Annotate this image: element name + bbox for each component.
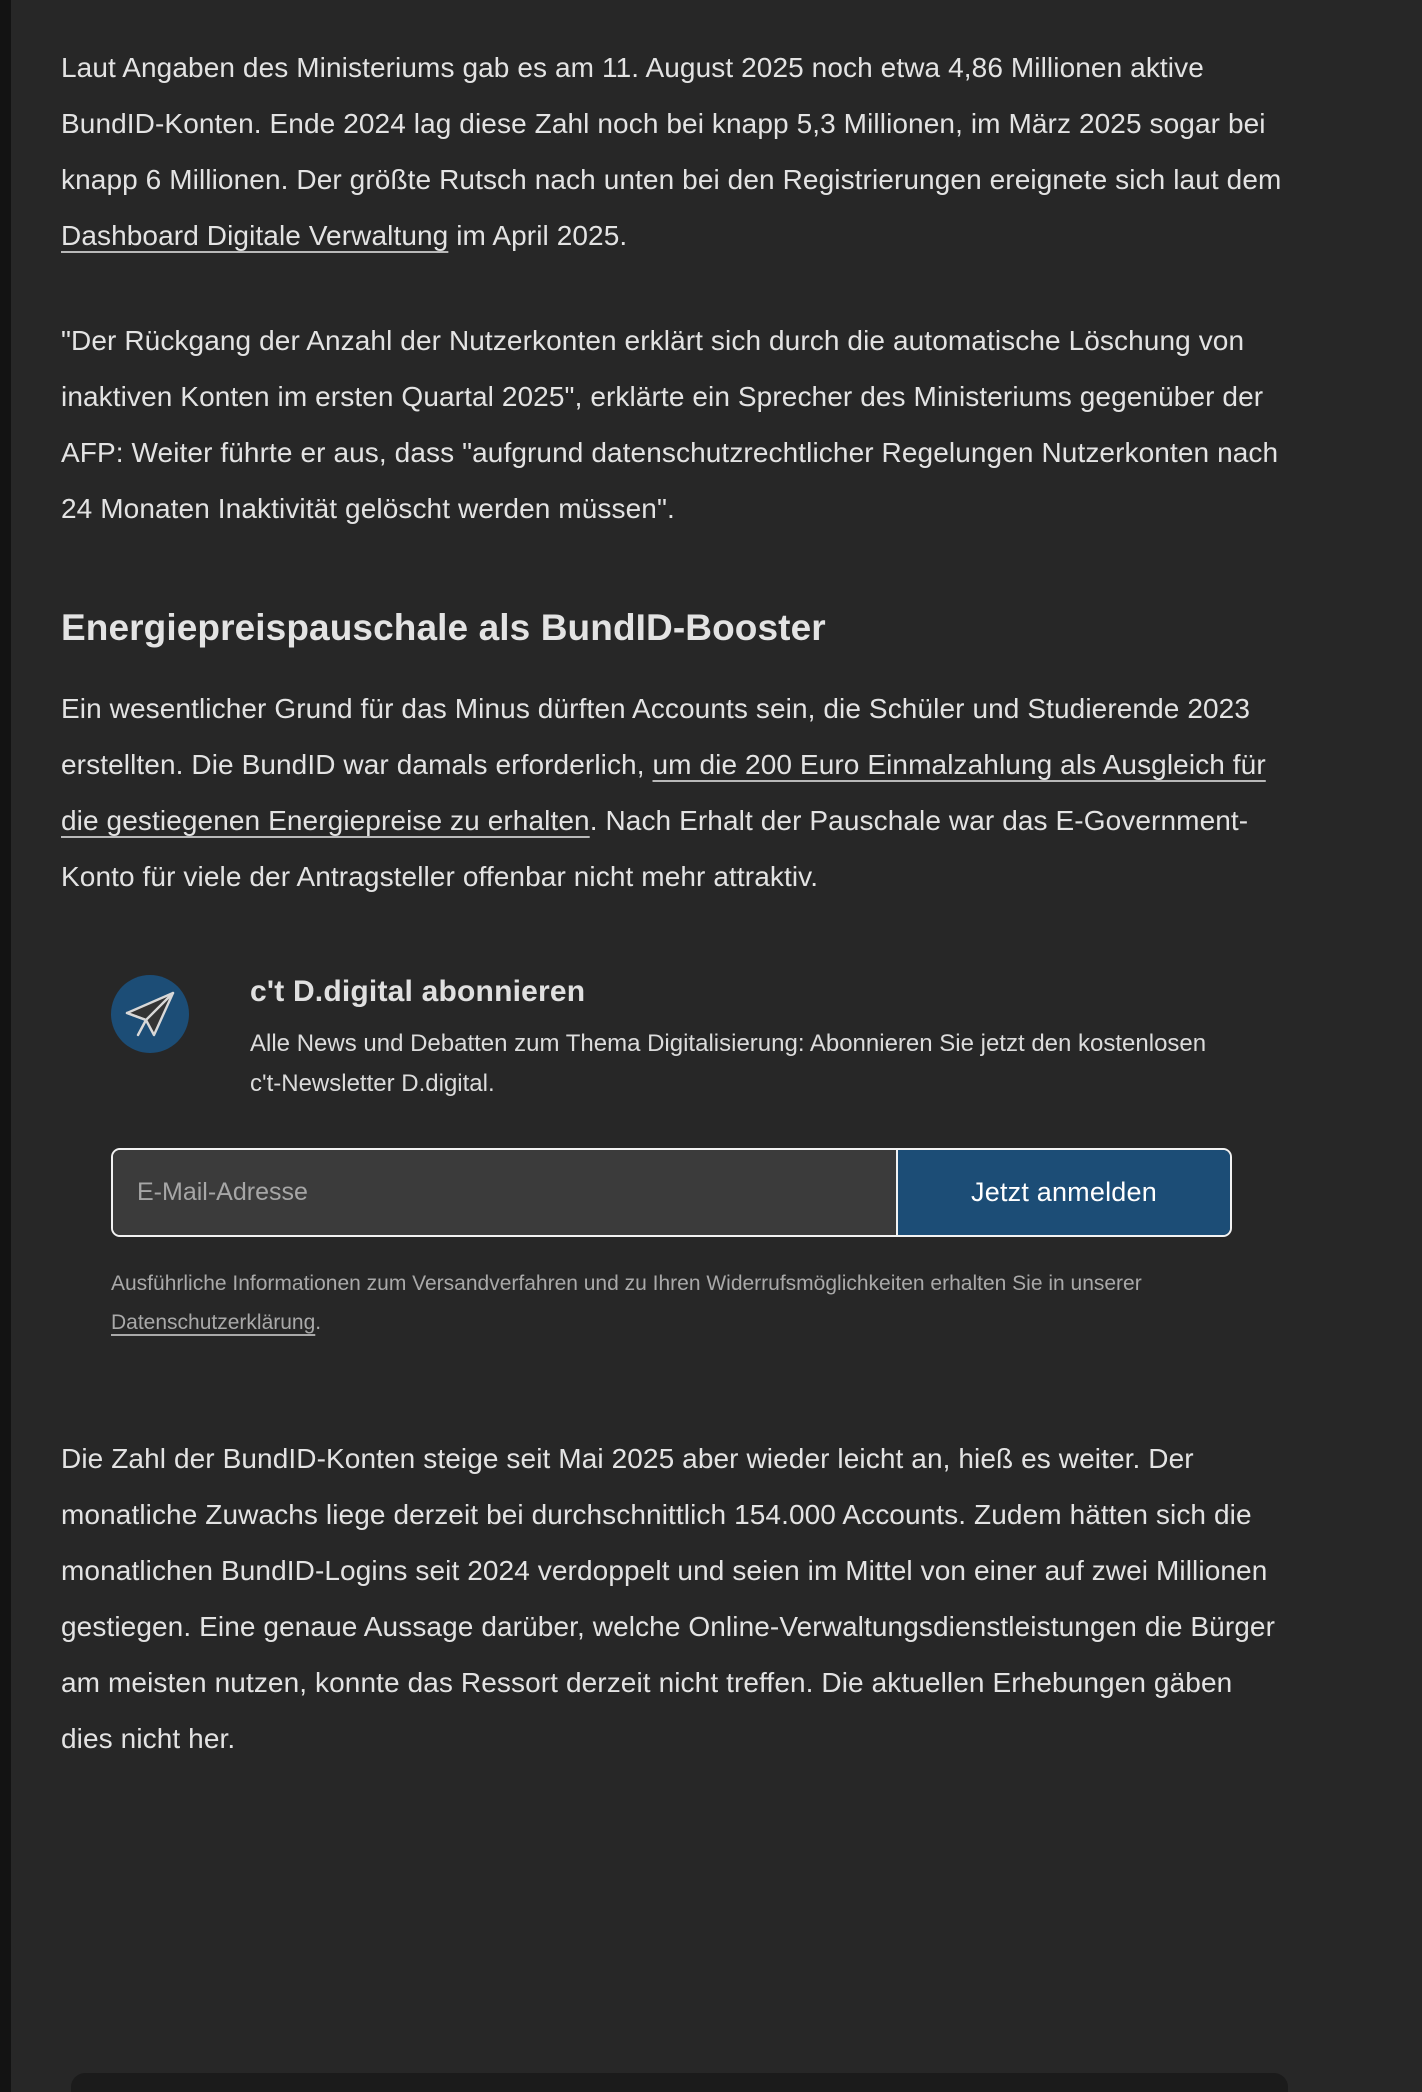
article-page bbox=[11, 0, 1422, 2092]
newsletter-text-block bbox=[250, 971, 1230, 1104]
paragraph-3-text-before-link: Ein wesentlicher Grund für das Minus dürften Accounts sein, die Schüler und Studierende 2023 erstellten. Die BundID war damals erforderlich, bbox=[61, 693, 1251, 780]
newsletter-submit-button[interactable]: Jetzt anmelden bbox=[896, 1150, 1230, 1235]
legal-text-before-link: Ausführliche Informationen zum Versandverfahren und zu Ihren Widerrufsmöglichkeiten erhalten Sie in unserer bbox=[111, 1272, 1142, 1295]
newsletter-signup-box bbox=[61, 957, 1283, 1342]
bottom-panel bbox=[71, 2073, 1288, 2092]
spacer bbox=[11, 1363, 1422, 1431]
paragraph-energiepreispauschale bbox=[61, 681, 1283, 905]
paragraph-bundid-counts bbox=[61, 0, 1283, 264]
paragraph-ministry-quote: "Der Rückgang der Anzahl der Nutzerkonten erklärt sich durch die automatische Löschung von inaktiven Konten im ersten Quartal 2025", erklärte ein Sprecher des Ministeriums gegenüber der AFP: Weiter führte er aus, dass "aufgrund datenschutzrechtlicher Regelungen Nutzerkonten nach 24 Monaten Inaktivität gelöscht werden müssen". bbox=[61, 325, 1279, 524]
section-heading-energiepreispauschale: Energiepreispauschale als BundID-Booster bbox=[61, 607, 826, 648]
newsletter-header bbox=[61, 971, 1283, 1104]
paper-plane-icon bbox=[111, 975, 189, 1053]
link-200-euro-einmalzahlung[interactable]: um die 200 Euro Einmalzahlung als Ausgleich für die gestiegenen Energiepreise zu erhalten bbox=[61, 749, 1266, 836]
newsletter-description: Alle News und Debatten zum Thema Digitalisierung: Abonnieren Sie jetzt den kostenlosen c't-Newsletter D.digital. bbox=[250, 1030, 1207, 1097]
link-datenschutzerklaerung[interactable]: Datenschutzerklärung bbox=[111, 1311, 316, 1334]
link-dashboard-digitale-verwaltung[interactable]: Dashboard Digitale Verwaltung bbox=[61, 220, 449, 251]
paragraph-1-text-before-link: Laut Angaben des Ministeriums gab es am 11. August 2025 noch etwa 4,86 Millionen aktive BundID-Konten. Ende 2024 lag diese Zahl noch bei knapp 5,3 Millionen, im März 2025 sogar bei knapp 6 Millionen. Der größte Rutsch nach unten bei den Registrierungen ereignete sich laut dem bbox=[61, 52, 1282, 195]
left-edge-gutter bbox=[0, 0, 11, 2092]
article-body bbox=[11, 0, 1422, 1767]
newsletter-legal-note bbox=[111, 1264, 1171, 1342]
paragraph-growth-stats: Die Zahl der BundID-Konten steige seit Mai 2025 aber wieder leicht an, hieß es weiter. Der monatliche Zuwachs liege derzeit bei durchschnittlich 154.000 Accounts. Zudem hätten sich die monatlichen BundID-Logins seit 2024 verdoppelt und seien im Mittel von einer auf zwei Millionen gestiegen. Eine genaue Aussage darüber, welche Online-Verwaltungsdienstleistungen die Bürger am meisten nutzen, konnte das Ressort derzeit nicht treffen. Die aktuellen Erhebungen gäben dies nicht her. bbox=[61, 1443, 1276, 1754]
email-input[interactable] bbox=[113, 1150, 896, 1235]
paragraph-1-text-after-link: im April 2025. bbox=[448, 220, 628, 251]
paragraph-3-text-after-link: . Nach Erhalt der Pauschale war das E-Government-Konto für viele der Antragsteller offenbar nicht mehr attraktiv. bbox=[61, 805, 1249, 892]
legal-text-after-link: . bbox=[315, 1311, 322, 1334]
newsletter-title: c't D.digital abonnieren bbox=[250, 975, 586, 1008]
newsletter-form bbox=[111, 1148, 1232, 1237]
